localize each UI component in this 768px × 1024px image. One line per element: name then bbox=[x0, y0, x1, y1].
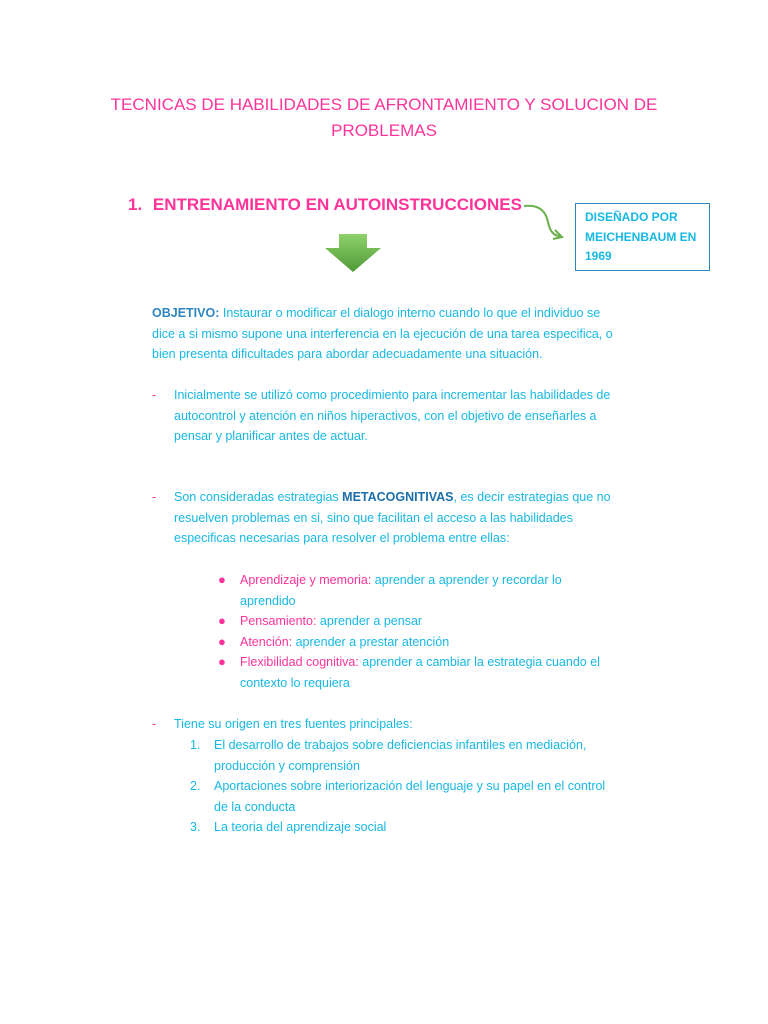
source-line-2: producción y comprensión bbox=[214, 758, 360, 773]
list-item bbox=[218, 632, 658, 653]
list-item bbox=[218, 652, 658, 693]
point-metacognitive bbox=[152, 487, 672, 549]
strategy-continuation: contexto lo requiera bbox=[240, 675, 350, 690]
strategy-text: aprender a prestar atención bbox=[292, 634, 450, 649]
point2-line-1a: Son consideradas estrategias bbox=[174, 490, 343, 504]
source-line-1: Aportaciones sobre interiorización del lenguaje y su papel en el control bbox=[214, 779, 606, 793]
objective-line-2: dice a si mismo supone una interferencia en la ejecución de una tarea especifica, o bbox=[152, 326, 613, 341]
source-line-1: El desarrollo de trabajos sobre deficiencias infantiles en mediación, bbox=[214, 738, 587, 752]
section-number: 1. bbox=[128, 195, 143, 214]
dash-marker: - bbox=[152, 490, 157, 504]
note-line-3: 1969 bbox=[585, 249, 612, 263]
list-item bbox=[218, 611, 658, 632]
objective-paragraph bbox=[152, 303, 672, 365]
bullet-icon: ● bbox=[218, 572, 226, 587]
list-number: 2. bbox=[190, 779, 201, 793]
strategy-label: Pensamiento: bbox=[240, 614, 317, 628]
title-line-1: TECNICAS DE HABILIDADES DE AFRONTAMIENTO Y SOLUCION DE bbox=[110, 95, 658, 114]
point1-line-3: pensar y planificar antes de actuar. bbox=[174, 429, 368, 443]
strategy-label: Flexibilidad cognitiva: bbox=[240, 655, 359, 669]
source-line-1: La teoria del aprendizaje social bbox=[214, 820, 387, 834]
list-item bbox=[190, 817, 660, 838]
list-item bbox=[190, 735, 660, 776]
document-title bbox=[80, 92, 688, 144]
list-number: 3. bbox=[190, 820, 201, 834]
strategy-text: aprender a cambiar la estrategia cuando el bbox=[358, 655, 600, 669]
down-arrow-icon bbox=[323, 234, 383, 274]
note-line-1: DISEÑADO POR bbox=[585, 210, 678, 224]
point-initial-use bbox=[152, 385, 672, 447]
list-number: 1. bbox=[190, 738, 201, 752]
strategies-list bbox=[218, 570, 658, 693]
point2-line-2: resuelven problemas en si, sino que facilitan el acceso a las habilidades bbox=[174, 510, 573, 525]
origins-list bbox=[190, 735, 660, 838]
bullet-icon: ● bbox=[218, 633, 226, 649]
title-line-2: PROBLEMAS bbox=[331, 121, 437, 140]
note-line-2: MEICHENBAUM EN bbox=[585, 229, 697, 244]
metacognitive-keyword: METACOGNITIVAS bbox=[342, 490, 454, 504]
point2-line-3: especificas necesarias para resolver el problema entre ellas: bbox=[174, 531, 510, 545]
point1-line-2: autocontrol y atención en niños hiperactivos, con el objetivo de enseñarles a bbox=[174, 408, 597, 423]
dash-marker: - bbox=[152, 388, 157, 402]
list-item bbox=[190, 776, 660, 817]
point-origins bbox=[152, 714, 672, 735]
strategy-label: Atención: bbox=[240, 634, 293, 649]
point3-line-1: Tiene su origen en tres fuentes principales: bbox=[174, 717, 413, 731]
section-heading-text: ENTRENAMIENTO EN AUTOINSTRUCCIONES bbox=[152, 195, 522, 214]
strategy-continuation: aprendido bbox=[240, 593, 296, 608]
section-heading bbox=[128, 195, 522, 215]
point2-line-1b: , es decir estrategias que no bbox=[453, 490, 611, 504]
objective-line-1: Instaurar o modificar el dialogo interno cuando lo que el individuo se bbox=[219, 306, 601, 320]
source-line-2: de la conducta bbox=[214, 799, 296, 814]
list-item bbox=[218, 570, 658, 611]
objective-label: OBJETIVO: bbox=[152, 306, 220, 320]
strategy-text: aprender a aprender y recordar lo bbox=[371, 573, 562, 587]
strategy-text: aprender a pensar bbox=[316, 614, 423, 628]
point1-line-1: Inicialmente se utilizó como procedimiento para incrementar las habilidades de bbox=[174, 388, 611, 402]
curved-arrow-icon bbox=[522, 202, 568, 242]
dash-marker: - bbox=[152, 717, 157, 731]
bullet-icon: ● bbox=[218, 613, 226, 628]
bullet-icon: ● bbox=[218, 654, 226, 669]
objective-line-3: bien presenta dificultades para abordar adecuadamente una situación. bbox=[152, 347, 543, 361]
strategy-label: Aprendizaje y memoria: bbox=[240, 573, 372, 587]
designer-note-box bbox=[575, 203, 710, 271]
